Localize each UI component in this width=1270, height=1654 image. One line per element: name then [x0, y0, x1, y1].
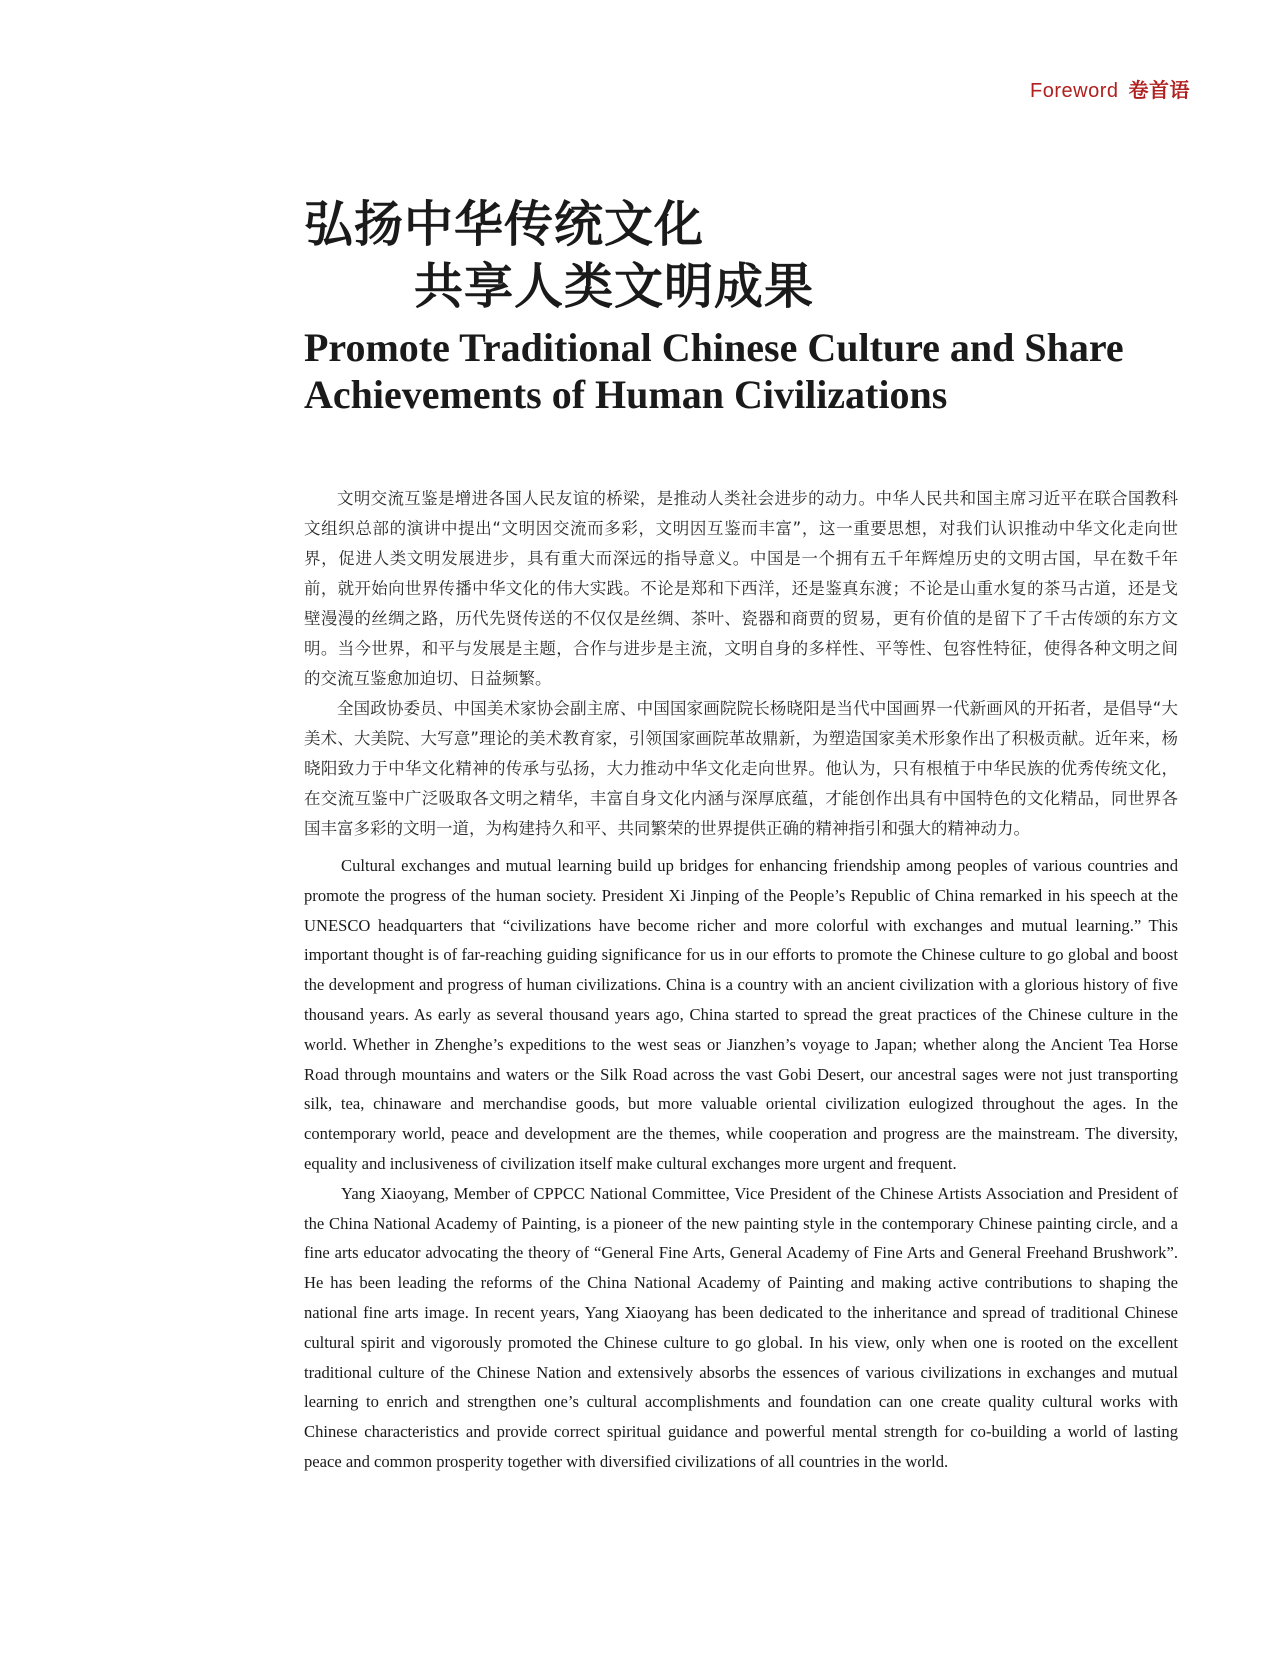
chinese-paragraph-2: 全国政协委员、中国美术家协会副主席、中国国家画院院长杨晓阳是当代中国画界一代新画风的开拓者，是倡导“大美术、大美院、大写意”理论的美术教育家，引领国家画院革故鼎新，为塑造国家美术形象作出了积极贡献。近年来，杨晓阳致力于中华文化精神的传承与弘扬，大力推动中华文化走向世界。他认为，只有根植于中华民族的优秀传统文化，在交流互鉴中广泛吸取各文明之精华，丰富自身文化内涵与深厚底蕴，才能创作出具有中国特色的文化精品，同世界各国丰富多彩的文明一道，为构建持久和平、共同繁荣的世界提供正确的精神指引和强大的精神动力。	[304, 699, 1178, 838]
chinese-title-line-1: 弘扬中华传统文化	[304, 195, 705, 253]
chinese-title-line-2: 共享人类文明成果	[414, 257, 815, 315]
section-label-cn: 卷首语	[1128, 78, 1190, 102]
english-paragraph-2: Yang Xiaoyang, Member of CPPCC National Committee, Vice President of the Chinese Artists Association and President of the China National Academy of Painting, is a pioneer of the new painting style in the contemporary Chinese painting circle, and a fine arts educator advocating the theory of “General Fine Arts, General Academy of Fine Arts and General Freehand Brushwork”. He has been leading the reforms of the China National Academy of Painting and making active contributions to shaping the national fine arts image. In recent years, Yang Xiaoyang has been dedicated to the inheritance and spread of traditional Chinese cultural spirit and vigorously promoted the Chinese culture to go global. In his view, only when one is rooted on the excellent traditional culture of the Chinese Nation and extensively absorbs the essences of various civilizations in exchanges and mutual learning to enrich and strengthen one’s cultural accomplishments and foundation can one create quality cultural works with Chinese characteristics and provide correct spiritual guidance and powerful mental strength for co-building a world of lasting peace and common prosperity together with diversified civilizations of all countries in the world.	[304, 1183, 1178, 1471]
english-title: Promote Traditional Chinese Culture and Share Achievements of Human Civilizations	[304, 325, 1124, 417]
title-block	[304, 196, 1204, 418]
chinese-paragraph-1: 文明交流互鉴是增进各国人民友谊的桥梁，是推动人类社会进步的动力。中华人民共和国主席习近平在联合国教科文组织总部的演讲中提出“文明因交流而多彩，文明因互鉴而丰富”，这一重要思想，对我们认识推动中华文化走向世界，促进人类文明发展进步，具有重大而深远的指导意义。中国是一个拥有五千年辉煌历史的文明古国，早在数千年前，就开始向世界传播中华文化的伟大实践。不论是郑和下西洋，还是鉴真东渡；不论是山重水复的茶马古道，还是戈壁漫漫的丝绸之路，历代先贤传送的不仅仅是丝绸、茶叶、瓷器和商贾的贸易，更有价值的是留下了千古传颂的东方文明。当今世界，和平与发展是主题，合作与进步是主流，文明自身的多样性、平等性、包容性特征，使得各种文明之间的交流互鉴愈加迫切、日益频繁。	[304, 489, 1178, 688]
section-label-en: Foreword	[1030, 80, 1119, 102]
english-paragraph-1: Cultural exchanges and mutual learning build up bridges for enhancing friendship among peoples of various countries and promote the progress of the human society. President Xi Jinping of the People’s Republic of China remarked in his speech at the UNESCO headquarters that “civilizations have become richer and more colorful with exchanges and mutual learning.” This important thought is of far-reaching guiding significance for us in our efforts to promote the Chinese culture to go global and boost the development and progress of human civilizations. China is a country with an ancient civilization with a glorious history of five thousand years. As early as several thousand years ago, China started to spread the great practices of the Chinese culture in the world. Whether in Zhenghe’s expeditions to the west seas or Jianzhen’s voyage to Japan; whether along the Ancient Tea Horse Road through mountains and waters or the Silk Road across the vast Gobi Desert, our ancestral sages were not just transporting silk, tea, chinaware and merchandise goods, but more valuable oriental civilization eulogized throughout the ages. In the contemporary world, peace and development are the themes, while cooperation and progress are the mainstream. The diversity, equality and inclusiveness of civilization itself make cultural exchanges more urgent and frequent.	[304, 856, 1178, 1173]
section-header	[1030, 74, 1190, 103]
article-body	[304, 484, 1178, 1477]
